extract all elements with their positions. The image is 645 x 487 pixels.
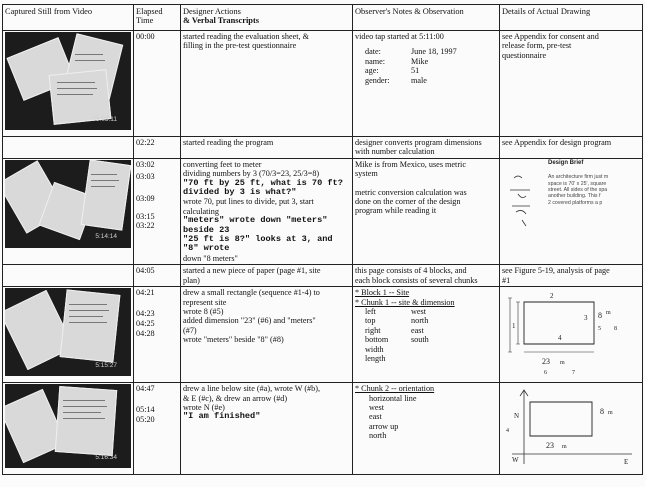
action-line: (#7) (183, 325, 197, 335)
drawing-cell (500, 137, 643, 159)
still-cell (3, 137, 134, 159)
still-cell (3, 31, 134, 137)
brief-line: street. All sides of the spa (548, 187, 608, 194)
drawing-line: see Appendix for consent and (502, 32, 599, 41)
chunk-attributes (355, 307, 497, 363)
note-line: done on the corner of the design (355, 197, 461, 207)
video-timestamp: 5:15:27 (95, 361, 117, 369)
action-line: plan) (183, 275, 200, 285)
block-heading: * Block 1 -- Site (355, 288, 410, 298)
conversion-scribble (502, 160, 544, 240)
note-line: this page consists of 4 blocks, and (355, 266, 467, 276)
drawing-cell (500, 383, 643, 475)
notes-cell (353, 287, 500, 383)
elapsed-time: 03:03 (136, 171, 155, 181)
elapsed-time: 04:23 (136, 309, 155, 319)
drawing-line: see Appendix for design program (502, 138, 612, 147)
attr-key: right (365, 325, 381, 335)
note-line: Mike is from Mexico, uses metric (355, 159, 466, 169)
verbal-transcript: divided by 3 is what?" (183, 187, 297, 198)
svg-text:m: m (608, 410, 613, 417)
svg-text:1: 1 (512, 322, 516, 331)
list-item: west (369, 402, 385, 412)
svg-text:7: 7 (572, 370, 575, 377)
actions-cell (181, 287, 353, 383)
participant-info (355, 47, 497, 85)
brief-line: another building. This f (548, 193, 601, 200)
video-timestamp: 5:16:34 (95, 453, 117, 461)
table-row (3, 383, 643, 475)
note-line: each block consists of several chunks (355, 275, 478, 285)
elapsed-time: 04:21 (136, 288, 155, 298)
verbal-transcript: "meters" wrote down "meters" beside 23 (183, 215, 328, 235)
drawing-cell (500, 287, 643, 383)
info-value: male (411, 75, 427, 85)
actions-cell (181, 158, 353, 264)
list-item: north (369, 431, 387, 441)
still-cell (3, 158, 134, 264)
svg-text:5: 5 (598, 326, 601, 333)
svg-text:W: W (512, 456, 519, 465)
header-still: Captured Still from Video (3, 5, 134, 31)
header-elapsed: Elapsed Time (134, 5, 181, 31)
elapsed-time: 04:28 (136, 329, 155, 339)
drawing-cell (500, 265, 643, 287)
brief-line: space is 70' x 25', square (548, 180, 607, 187)
attr-key: left (365, 306, 376, 316)
svg-text:m: m (560, 360, 565, 367)
svg-text:4: 4 (558, 334, 562, 343)
attr-key: top (365, 316, 376, 326)
attr-value: west (411, 306, 427, 316)
header-actions-line1: Designer Actions (183, 7, 241, 16)
table-row (3, 158, 643, 264)
attr-value (411, 354, 481, 363)
elapsed-cell (134, 31, 181, 137)
svg-text:3: 3 (584, 314, 588, 323)
chunk-heading: * Chunk 1 -- site & dimension (355, 297, 455, 307)
svg-text:6: 6 (544, 370, 547, 377)
elapsed-time: 04:47 (136, 384, 155, 394)
protocol-table (2, 4, 643, 475)
brief-line: An architecture firm just m (548, 174, 609, 181)
svg-text:23: 23 (542, 357, 550, 367)
info-key: age: (365, 66, 379, 76)
actions-cell (181, 383, 353, 475)
note-line: metric conversion calculation was (355, 187, 467, 197)
elapsed-cell (134, 265, 181, 287)
header-row (3, 5, 643, 31)
notes-cell (353, 383, 500, 475)
drawing-cell (500, 31, 643, 137)
drawing-line: see Figure 5-19, analysis of page (502, 266, 610, 276)
attr-key: width (365, 344, 384, 354)
svg-text:8: 8 (600, 407, 604, 417)
attr-value: south (411, 335, 429, 345)
info-value: 51 (411, 66, 420, 76)
verbal-transcript: "I am finished" (183, 411, 261, 422)
svg-text:8: 8 (598, 311, 602, 321)
svg-text:2: 2 (550, 292, 554, 301)
info-value: June 18, 1997 (411, 47, 457, 57)
attr-value: east (411, 325, 424, 335)
svg-text:m: m (562, 444, 567, 451)
action-line: filling in the pre-test questionnaire (183, 41, 297, 51)
note-line: program while reading it (355, 206, 437, 216)
svg-text:8: 8 (614, 326, 617, 333)
action-line: dividing numbers by 3 (70/3=23, 25/3=8) (183, 169, 320, 179)
action-line: started reading the program (183, 138, 274, 147)
elapsed-time: 03:22 (136, 220, 155, 230)
still-cell (3, 383, 134, 475)
svg-text:23: 23 (546, 441, 554, 451)
action-line: & E (#c), & drew an arrow (#d) (183, 393, 288, 403)
design-brief-title: Design Brief (548, 159, 584, 166)
info-key: gender: (365, 75, 390, 85)
list-item: horizontal line (369, 393, 417, 403)
elapsed-time: 04:05 (136, 266, 155, 276)
note-line: video tap started at 5:11:00 (355, 32, 444, 41)
table-row (3, 287, 643, 383)
table-row (3, 137, 643, 159)
brief-sketch (502, 160, 640, 240)
elapsed-cell (134, 137, 181, 159)
notes-cell (353, 137, 500, 159)
action-line: added dimension "23" (#6) and "meters" (183, 316, 316, 326)
elapsed-time: 04:25 (136, 319, 155, 329)
brief-line: 2 covered platforms a p (548, 199, 603, 206)
attr-key: length (365, 353, 386, 363)
notes-cell (353, 31, 500, 137)
orientation-sketch (502, 384, 640, 468)
drawing-cell (500, 158, 643, 264)
actions-cell (181, 137, 353, 159)
still-cell (3, 287, 134, 383)
elapsed-time: 00:00 (136, 32, 155, 41)
site-sketch (502, 288, 640, 378)
actions-cell (181, 265, 353, 287)
note-line: with number calculation (355, 147, 435, 157)
svg-text:4: 4 (506, 428, 509, 435)
elapsed-cell (134, 287, 181, 383)
action-line: started reading the evaluation sheet, & (183, 32, 309, 41)
list-item: east (369, 412, 382, 422)
still-cell (3, 265, 134, 287)
note-line (355, 179, 497, 188)
info-key: date: (365, 47, 381, 57)
notes-cell (353, 265, 500, 287)
table-row (3, 265, 643, 287)
elapsed-time: 05:20 (136, 415, 155, 425)
action-line: wrote 70, put lines to divide, put 3, start (183, 197, 314, 207)
table-row (3, 31, 643, 137)
design-brief-clip (548, 160, 608, 240)
header-drawing: Details of Actual Drawing (500, 5, 643, 31)
header-actions-line2: & Verbal Transcripts (183, 16, 259, 26)
svg-text:E: E (624, 458, 629, 467)
actions-cell (181, 31, 353, 137)
elapsed-cell (134, 383, 181, 475)
verbal-transcript: "25 ft is 8?" looks at 3, and "8" wrote (183, 234, 333, 254)
orientation-list (355, 394, 497, 441)
notes-cell (353, 158, 500, 264)
verbal-transcript: "70 ft by 25 ft, what is 70 ft? (183, 177, 343, 188)
chunk-heading: * Chunk 2 -- orientation (355, 384, 435, 394)
list-item: arrow up (369, 421, 399, 431)
svg-text:m: m (606, 310, 611, 317)
elapsed-cell (134, 158, 181, 264)
info-key: name: (365, 56, 386, 66)
attr-value: north (411, 316, 429, 326)
video-still (5, 384, 131, 468)
info-value: Mike (411, 56, 429, 66)
attr-key: bottom (365, 335, 389, 345)
elapsed-time: 03:15 (136, 211, 155, 221)
action-line: calculating (183, 206, 219, 216)
note-line: system (355, 169, 378, 179)
action-line: represent site (183, 297, 227, 307)
action-line: wrote N (#e) (183, 402, 225, 412)
elapsed-time: 03:02 (136, 159, 155, 169)
drawing-line: #1 (502, 275, 511, 285)
header-actions (181, 5, 353, 31)
video-still (5, 288, 131, 376)
action-line: converting feet to meter (183, 159, 262, 169)
video-still (5, 160, 131, 248)
action-line: drew a line below site (#a), wrote W (#b), (183, 384, 321, 394)
action-line: started a new piece of paper (page #1, site (183, 266, 321, 276)
action-line: wrote 8 (#5) (183, 306, 224, 316)
drawing-line: release form, pre-test (502, 41, 572, 51)
attr-value (411, 345, 481, 354)
drawing-line: questionnaire (502, 50, 547, 60)
elapsed-time: 03:09 (136, 193, 155, 203)
header-notes: Observer's Notes & Observation (353, 5, 500, 31)
video-still (5, 32, 131, 130)
note-line: designer converts program dimensions (355, 138, 482, 147)
video-timestamp: 09:03:11 (92, 115, 117, 123)
elapsed-time: 05:14 (136, 405, 155, 415)
svg-text:N: N (514, 412, 520, 421)
action-line: wrote "meters" beside "8" (#8) (183, 335, 284, 345)
video-timestamp: 5:14:14 (95, 233, 117, 241)
action-line: down "8 meters" (183, 253, 238, 263)
elapsed-time: 02:22 (136, 138, 155, 147)
action-line: drew a small rectangle (sequence #1-4) to (183, 288, 320, 298)
